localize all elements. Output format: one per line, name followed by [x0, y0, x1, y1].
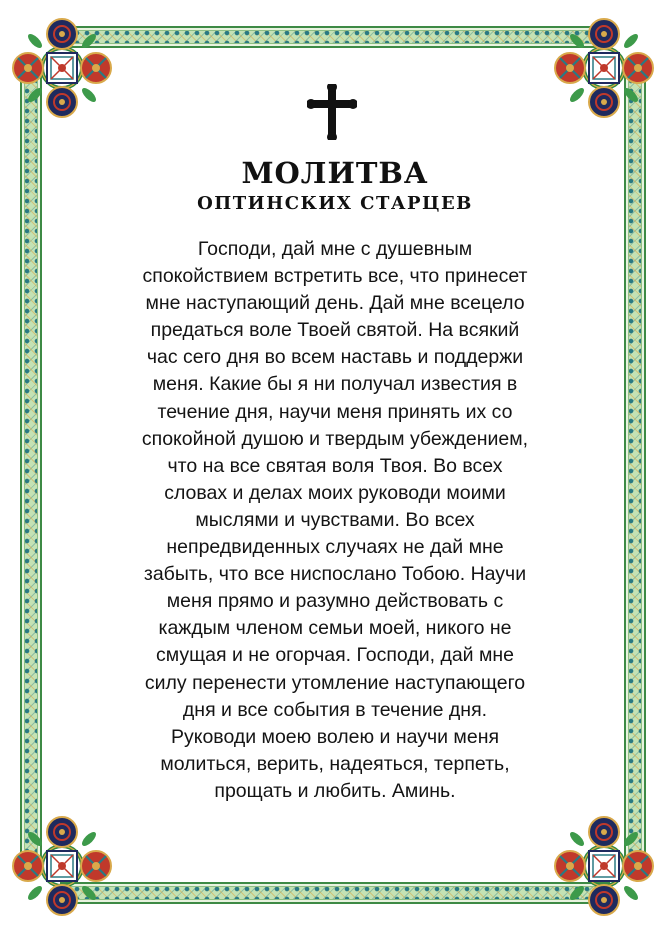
prayer-line: дня и все события в течение дня.: [182, 698, 488, 721]
prayer-line: спокойствием встретить все, что принесет: [142, 265, 528, 288]
prayer-line: силу перенести утомление наступающего: [144, 671, 526, 694]
prayer-line: меня. Какие бы я ни получал известия в: [152, 373, 518, 396]
prayer-line: течение дня, научи меня принять их со: [157, 400, 513, 423]
prayer-line: мне наступающий день. Дай мне всецело: [145, 292, 525, 315]
frame-border-bottom: [60, 882, 610, 904]
prayer-line: спокойной душою и твердым убеждением,: [141, 427, 529, 450]
corner-ornament-top-right: [546, 10, 662, 126]
corner-ornament-top-left: [4, 10, 120, 126]
prayer-line: молиться, верить, надеяться, терпеть,: [160, 752, 510, 775]
prayer-line: что на все святая воля Твоя. Во всех: [167, 454, 503, 477]
prayer-line: словах и делах моих руководи моими: [164, 481, 506, 504]
prayer-line: прощать и любить. Аминь.: [214, 779, 456, 802]
prayer-line: Руководи моею волею и научи меня: [170, 725, 500, 748]
frame-border-top: [60, 26, 610, 48]
prayer-line: час сего дня во всем наставь и поддержи: [146, 346, 524, 369]
orthodox-cross-icon: [307, 84, 357, 140]
prayer-line: смущая и не огорчая. Господи, дай мне: [155, 644, 514, 667]
prayer-line: забыть, что все ниспослано Тобою. Научи: [143, 563, 527, 586]
prayer-line: меня прямо и разумно действовать с: [166, 590, 504, 613]
prayer-title: МОЛИТВА: [241, 156, 429, 190]
prayer-text: [120, 236, 550, 805]
prayer-line: мыслями и чувствами. Во всех: [195, 508, 475, 531]
corner-ornament-bottom-right: [546, 808, 662, 924]
prayer-line: предаться воле Твоей святой. На всякий: [150, 319, 520, 342]
prayer-line: непредвиденных случаях не дай мне: [166, 536, 504, 559]
prayer-line: Господи, дай мне с душевным: [197, 238, 473, 260]
corner-ornament-bottom-left: [4, 808, 120, 924]
prayer-line: каждым членом семьи моей, никого не: [158, 617, 512, 640]
prayer-subtitle: ОПТИНСКИХ СТАРЦЕВ: [197, 193, 473, 214]
